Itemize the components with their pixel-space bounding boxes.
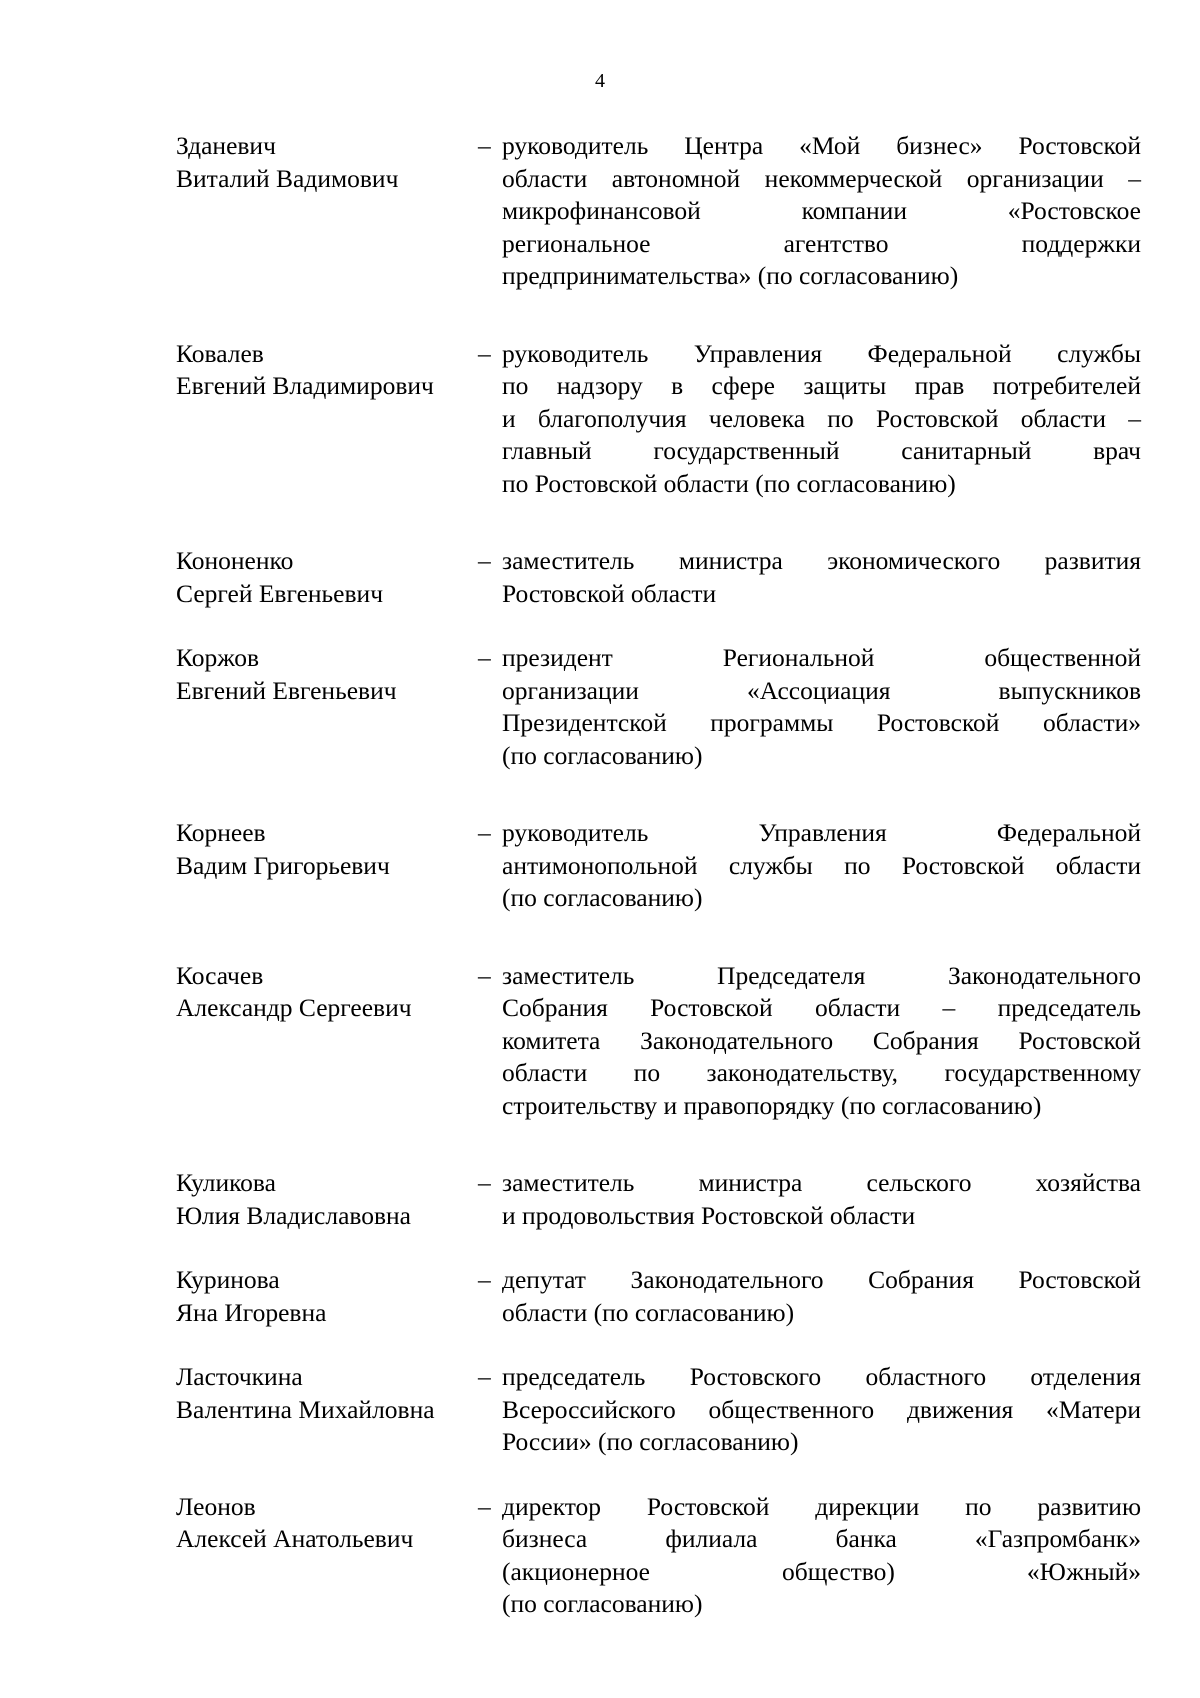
position-line: (по согласованию) xyxy=(502,883,703,912)
member-given-names: Сергей Евгеньевич xyxy=(176,578,384,608)
member-surname: Ласточкина xyxy=(176,1362,303,1391)
member-position xyxy=(502,960,1141,1123)
position-line: области по законодательству, государственному xyxy=(502,1058,1141,1087)
member-position xyxy=(502,1167,1141,1232)
member-name xyxy=(176,338,478,501)
member-given-names: Алексей Анатольевич xyxy=(176,1524,414,1553)
member-position xyxy=(502,817,1141,915)
position-line: депутат Законодательного Собрания Ростовской xyxy=(502,1265,1141,1294)
member-given-names: Евгений Владимирович xyxy=(176,371,434,400)
position-line: антимонопольной службы по Ростовской области xyxy=(502,850,1141,880)
position-line: руководитель Управления Федеральной xyxy=(502,818,1141,847)
position-line: комитета Законодательного Собрания Ростовской xyxy=(502,1025,1141,1055)
position-line: области (по согласованию) xyxy=(502,1297,795,1327)
member-surname: Коржов xyxy=(176,643,260,672)
position-line: и продовольствия Ростовской области xyxy=(502,1200,916,1230)
position-line: области автономной некоммерческой организации – xyxy=(502,163,1141,193)
member-entry xyxy=(176,1491,1141,1621)
position-line: по Ростовской области (по согласованию) xyxy=(502,468,956,498)
position-line: заместитель министра экономического развития xyxy=(502,546,1141,575)
member-entry xyxy=(176,1167,1141,1232)
dash-separator: – xyxy=(478,960,491,990)
member-given-names: Вадим Григорьевич xyxy=(176,850,390,880)
position-line: микрофинансовой компании «Ростовское xyxy=(502,196,1141,225)
dash-separator: – xyxy=(478,1168,491,1197)
position-line: заместитель Председателя Законодательного xyxy=(502,960,1141,990)
position-line: региональное агентство поддержки xyxy=(502,228,1141,258)
member-surname: Зданевич xyxy=(176,131,276,160)
dash-separator: – xyxy=(478,131,491,160)
member-name xyxy=(176,1264,478,1329)
member-entry xyxy=(176,642,1141,772)
member-position xyxy=(502,338,1141,501)
member-name xyxy=(176,817,478,915)
dash-separator: – xyxy=(478,1362,491,1391)
member-given-names: Валентина Михайловна xyxy=(176,1394,435,1424)
dash-separator: – xyxy=(478,1491,491,1521)
member-position xyxy=(502,1491,1141,1621)
member-given-names: Виталий Вадимович xyxy=(176,163,399,193)
member-entry xyxy=(176,817,1141,915)
member-name xyxy=(176,960,478,1123)
member-entry xyxy=(176,960,1141,1123)
member-surname: Корнеев xyxy=(176,818,266,847)
member-surname: Ковалев xyxy=(176,338,264,368)
member-position xyxy=(502,1361,1141,1459)
member-surname: Кононенко xyxy=(176,546,294,575)
position-line: президент Региональной общественной xyxy=(502,643,1141,672)
member-given-names: Юлия Владиславовна xyxy=(176,1200,412,1230)
member-entry xyxy=(176,1264,1141,1329)
member-entry xyxy=(176,338,1141,501)
member-name xyxy=(176,642,478,772)
position-line: руководитель Управления Федеральной службы xyxy=(502,338,1141,368)
position-line: и благополучия человека по Ростовской области – xyxy=(502,403,1141,433)
position-line: предпринимательства» (по согласованию) xyxy=(502,261,959,290)
position-line: заместитель министра сельского хозяйства xyxy=(502,1168,1141,1197)
dash-separator: – xyxy=(478,546,491,575)
member-surname: Леонов xyxy=(176,1491,256,1521)
position-line: Собрания Ростовской области – председатель xyxy=(502,993,1141,1022)
member-position xyxy=(502,545,1141,610)
member-name xyxy=(176,545,478,610)
member-name xyxy=(176,1167,478,1232)
committee-members-list xyxy=(176,130,1141,1621)
member-surname: Куринова xyxy=(176,1265,280,1294)
position-line: главный государственный санитарный врач xyxy=(502,436,1141,465)
position-line: председатель Ростовского областного отделения xyxy=(502,1362,1141,1391)
member-entry xyxy=(176,1361,1141,1459)
position-line: руководитель Центра «Мой бизнес» Ростовской xyxy=(502,131,1141,160)
position-line: строительству и правопорядку (по согласованию) xyxy=(502,1090,1042,1120)
member-given-names: Евгений Евгеньевич xyxy=(176,675,397,705)
position-line: (акционерное общество) «Южный» xyxy=(502,1556,1141,1586)
dash-separator: – xyxy=(478,643,491,672)
position-line: по надзору в сфере защиты прав потребителей xyxy=(502,371,1141,400)
dash-separator: – xyxy=(478,1265,491,1294)
position-line: директор Ростовской дирекции по развитию xyxy=(502,1491,1141,1521)
position-line: Ростовской области xyxy=(502,578,717,608)
member-position xyxy=(502,1264,1141,1329)
member-name xyxy=(176,1361,478,1459)
position-line: (по согласованию) xyxy=(502,1589,703,1618)
position-line: Президентской программы Ростовской области» xyxy=(502,708,1141,737)
member-surname: Косачев xyxy=(176,960,264,990)
member-entry xyxy=(176,130,1141,293)
dash-separator: – xyxy=(478,338,491,368)
member-entry xyxy=(176,545,1141,610)
member-position xyxy=(502,642,1141,772)
member-surname: Куликова xyxy=(176,1168,276,1197)
member-given-names: Яна Игоревна xyxy=(176,1297,327,1327)
member-name xyxy=(176,130,478,293)
page-number: 4 xyxy=(595,70,605,92)
position-line: России» (по согласованию) xyxy=(502,1427,799,1456)
member-given-names: Александр Сергеевич xyxy=(176,993,412,1022)
position-line: (по согласованию) xyxy=(502,740,703,770)
dash-separator: – xyxy=(478,818,491,847)
position-line: Всероссийского общественного движения «Матери xyxy=(502,1394,1141,1424)
position-line: бизнеса филиала банка «Газпромбанк» xyxy=(502,1524,1141,1553)
member-name xyxy=(176,1491,478,1621)
member-position xyxy=(502,130,1141,293)
position-line: организации «Ассоциация выпускников xyxy=(502,675,1141,705)
